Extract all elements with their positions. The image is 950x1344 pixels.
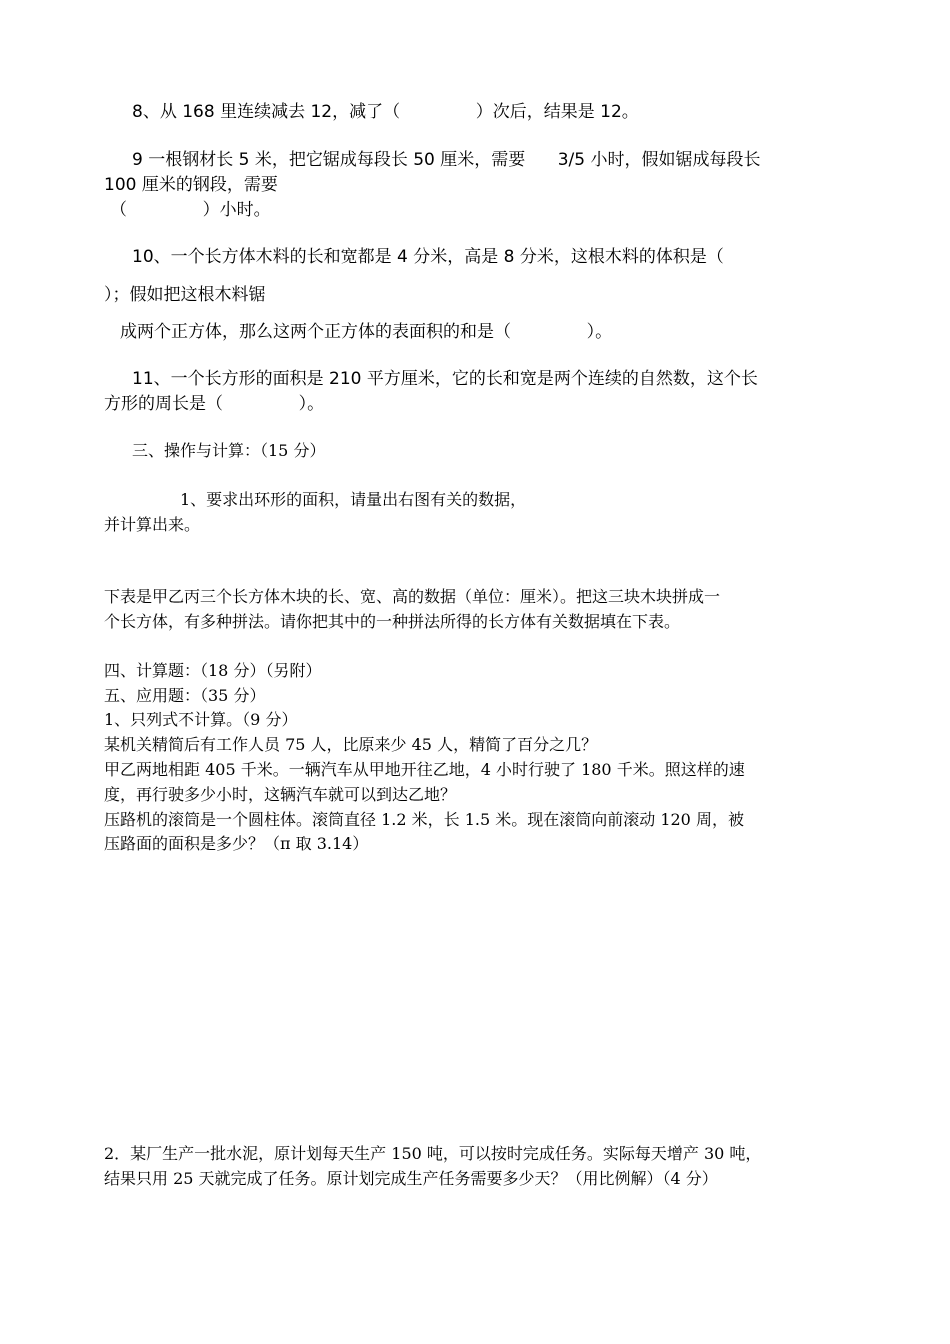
- question-10-line-1: 10、一个长方体木料的长和宽都是 4 分米，高是 8 分米，这根木料的体积是（: [132, 247, 724, 267]
- question-10-line-3: 成两个正方体，那么这两个正方体的表面积的和是（ ）。: [120, 322, 613, 342]
- question-11-line-2: 方形的周长是（ ）。: [104, 394, 325, 414]
- question-9-line-3: （ ）小时。: [110, 200, 271, 220]
- question-9-line-1: 9 一根钢材长 5 米，把它锯成每段长 50 厘米，需要 3/5 小时，假如锯成每段长: [132, 150, 761, 170]
- section-3-item-1-line-1: 1、要求出环形的面积，请量出右图有关的数据，: [180, 490, 527, 509]
- question-9-line-2: 100 厘米的钢段，需要: [104, 175, 278, 195]
- section-5-sub-1: 1、只列式不计算。（9 分）: [104, 710, 298, 729]
- question-10-line-2: ）；假如把这根木料锯: [104, 285, 266, 305]
- section-3-item-1-line-2: 并计算出来。: [104, 515, 201, 534]
- problem-3-line-1: 压路机的滚筒是一个圆柱体。滚筒直径 1.2 米，长 1.5 米。现在滚筒向前滚动 120 周，被: [104, 810, 744, 829]
- question-8: 8、从 168 里连续减去 12，减了（ ）次后，结果是 12。: [132, 102, 639, 122]
- table-intro-line-1: 下表是甲乙丙三个长方体木块的长、宽、高的数据（单位：厘米）。把这三块木块拼成一: [104, 587, 721, 606]
- question-11-line-1: 11、一个长方形的面积是 210 平方厘米，它的长和宽是两个连续的自然数，这个长: [132, 369, 758, 389]
- section-4-heading: 四、计算题：（18 分）（另附）: [104, 661, 322, 680]
- problem-2-line-1: 甲乙两地相距 405 千米。一辆汽车从甲地开往乙地，4 小时行驶了 180 千米。照这样的速: [104, 760, 745, 779]
- question-2-line-2: 结果只用 25 天就完成了任务。原计划完成生产任务需要多少天？（用比例解）（4 分）: [104, 1169, 718, 1188]
- section-3-heading: 三、操作与计算：（15 分）: [132, 441, 326, 460]
- problem-2-line-2: 度，再行驶多少小时，这辆汽车就可以到达乙地？: [104, 785, 457, 804]
- table-intro-line-2: 个长方体，有多种拼法。请你把其中的一种拼法所得的长方体有关数据填在下表。: [104, 612, 681, 631]
- question-2-line-1: 2．某厂生产一批水泥，原计划每天生产 150 吨，可以按时完成任务。实际每天增产 30 吨，: [104, 1144, 762, 1163]
- problem-1: 某机关精简后有工作人员 75 人，比原来少 45 人，精简了百分之几？: [104, 735, 598, 754]
- section-5-heading: 五、应用题：（35 分）: [104, 686, 266, 705]
- problem-3-line-2: 压路面的面积是多少？（π 取 3.14）: [104, 834, 369, 853]
